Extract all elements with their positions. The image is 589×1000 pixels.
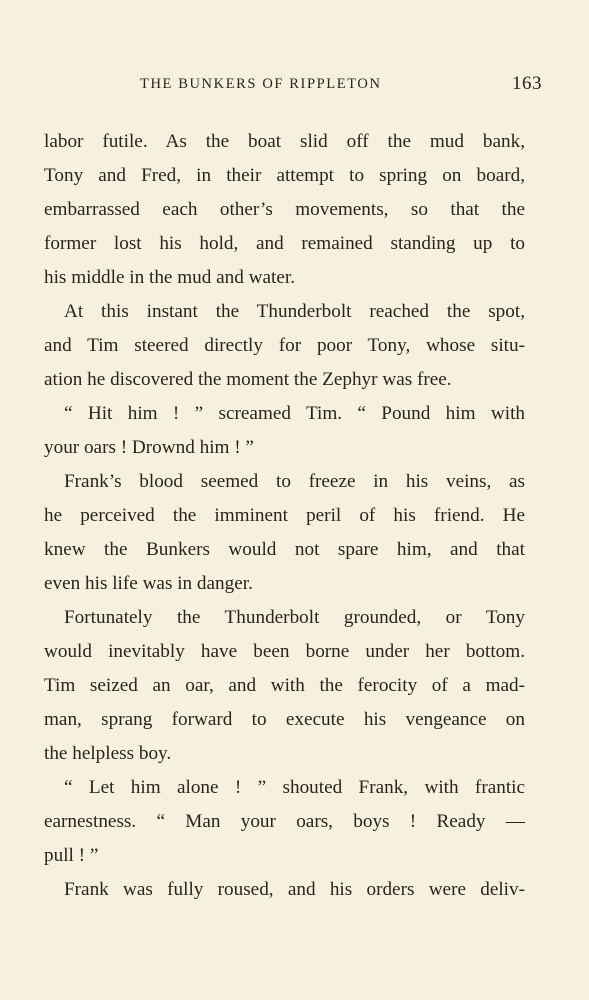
text-line: man, sprang forward to execute his vengeance on xyxy=(44,709,525,730)
text-line: would inevitably have been borne under her bottom. xyxy=(44,641,525,662)
text-line: ation he discovered the moment the Zephyr was free. xyxy=(44,369,452,390)
text-line: “ Hit him ! ” screamed Tim. “ Pound him with xyxy=(64,403,525,424)
text-line: Tim seized an oar, and with the ferocity of a mad- xyxy=(44,675,525,696)
running-head xyxy=(44,73,542,98)
text-line: he perceived the imminent peril of his friend. He xyxy=(44,505,525,526)
text-line: embarrassed each other’s movements, so that the xyxy=(44,199,525,220)
text-line: even his life was in danger. xyxy=(44,573,253,594)
text-line: and Tim steered directly for poor Tony, whose situ- xyxy=(44,335,525,356)
body-text xyxy=(44,125,525,907)
text-line: Frank’s blood seemed to freeze in his veins, as xyxy=(64,471,525,492)
text-line: knew the Bunkers would not spare him, and that xyxy=(44,539,525,560)
text-line: the helpless boy. xyxy=(44,743,172,764)
text-line: Frank was fully roused, and his orders were deliv- xyxy=(64,879,525,900)
text-line: pull ! ” xyxy=(44,845,99,866)
running-title: THE BUNKERS OF RIPPLETON xyxy=(140,76,382,92)
text-line: earnestness. “ Man your oars, boys ! Ready — xyxy=(44,811,525,832)
page-number: 163 xyxy=(512,73,542,94)
text-line: former lost his hold, and remained standing up to xyxy=(44,233,525,254)
text-line: At this instant the Thunderbolt reached the spot, xyxy=(64,301,525,322)
text-line: your oars ! Drownd him ! ” xyxy=(44,437,254,458)
text-line: Tony and Fred, in their attempt to spring on board, xyxy=(44,165,525,186)
text-line: labor futile. As the boat slid off the mud bank, xyxy=(44,131,525,152)
text-line: Fortunately the Thunderbolt grounded, or Tony xyxy=(64,607,525,628)
text-line: “ Let him alone ! ” shouted Frank, with frantic xyxy=(64,777,525,798)
text-line: his middle in the mud and water. xyxy=(44,267,295,288)
